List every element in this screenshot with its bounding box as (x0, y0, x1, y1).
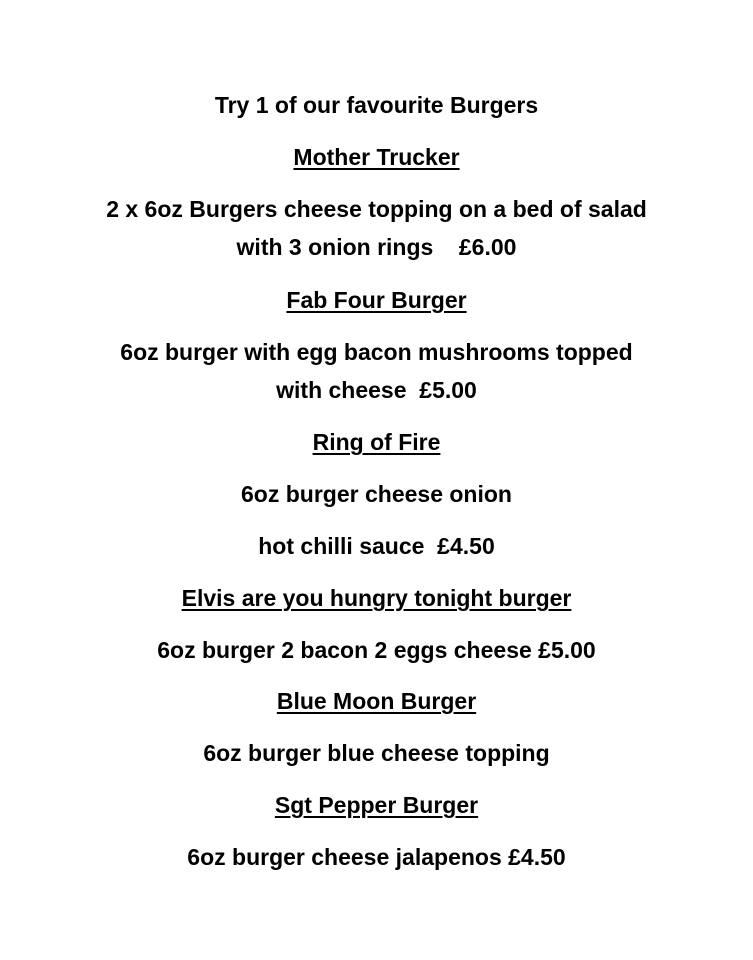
burger-description-price: with cheese £5.00 (276, 377, 477, 403)
burger-name-fab-four: Fab Four Burger (286, 287, 467, 313)
burger-name-blue-moon: Blue Moon Burger (276, 688, 477, 714)
burger-description-price: 6oz burger 2 bacon 2 eggs cheese £5.00 (157, 637, 596, 663)
burger-name-mother-trucker: Mother Trucker (293, 144, 460, 170)
burger-description: 6oz burger with egg bacon mushrooms topped (120, 339, 633, 365)
burger-name-elvis: Elvis are you hungry tonight burger (181, 585, 572, 611)
burger-description: 2 x 6oz Burgers cheese topping on a bed of salad (106, 196, 647, 222)
burger-description-price: 6oz burger cheese jalapenos £4.50 (187, 844, 566, 870)
burger-description: 6oz burger blue cheese topping (203, 740, 550, 766)
burger-description-price: hot chilli sauce £4.50 (258, 533, 495, 559)
burger-description: 6oz burger cheese onion (241, 481, 512, 507)
burger-name-sgt-pepper: Sgt Pepper Burger (274, 792, 479, 818)
menu-intro: Try 1 of our favourite Burgers (214, 92, 539, 118)
burger-description-price: with 3 onion rings £6.00 (236, 234, 517, 260)
burger-name-ring-of-fire: Ring of Fire (312, 429, 441, 455)
